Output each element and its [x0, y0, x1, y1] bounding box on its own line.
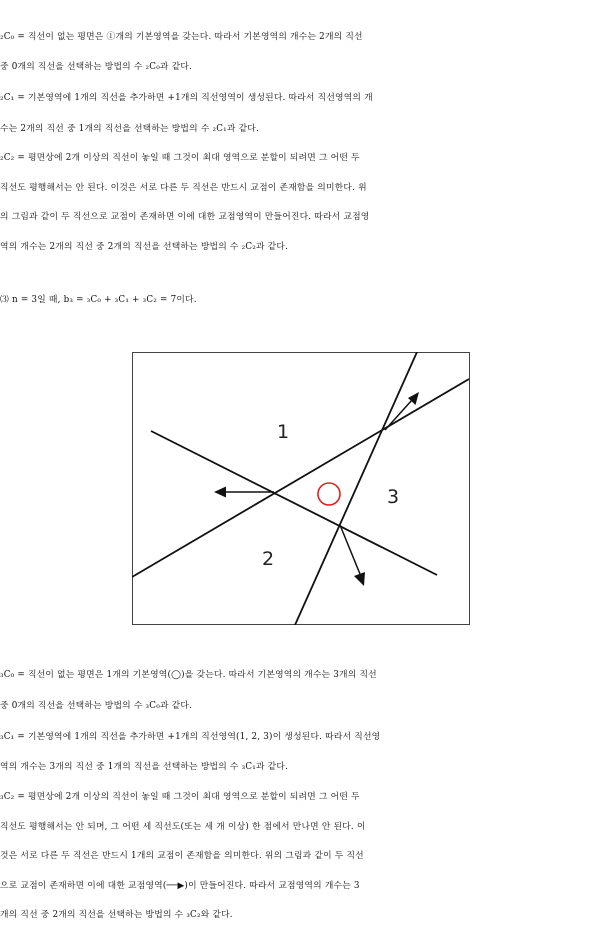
text-line: 역의 개수는 2개의 직선 중 2개의 직선을 선택하는 방법의 수 ₂C₂과 같다.	[0, 242, 289, 252]
text-line: ₃C₂ = 평면상에 2개 이상의 직선이 놓일 때 그것이 최대 영역으로 분할이 되려면 그 어떤 두	[0, 792, 360, 802]
text-line: 의 그림과 같이 두 직선으로 교점이 존재하면 이에 대한 교점영역이 만들어진다. 따라서 교점영	[0, 212, 370, 222]
text-line: 것은 서로 다른 두 직선은 반드시 1개의 교점이 존재함을 의미한다. 위의 그림과 같이 두 직선	[0, 851, 364, 861]
text-line: ⑶ n = 3일 때, b₃ = ₃C₀ + ₃C₁ + ₃C₂ = 7이다.	[0, 295, 197, 305]
text-line: 직선도 평행해서는 안 되며, 그 어떤 세 직선도(또는 세 개 이상) 한 점에서 만나면 안 된다. 이	[0, 822, 366, 832]
text-line: 수는 2개의 직선 중 1개의 직선을 선택하는 방법의 수 ₂C₁과 같다.	[0, 124, 259, 134]
region-label-1: 1	[277, 421, 290, 443]
text-line: 중 0개의 직선을 선택하는 방법의 수 ₃C₀과 같다.	[0, 701, 193, 711]
text-line: ₃C₀ = 직선이 없는 평면은 1개의 기본영역(◯)을 갖는다. 따라서 기본영역의 개수는 3개의 직선	[0, 670, 377, 680]
figure-frame	[133, 353, 470, 625]
text-line: 개의 직선 중 2개의 직선을 선택하는 방법의 수 ₃C₂와 같다.	[0, 910, 233, 920]
three-lines-figure	[132, 352, 470, 625]
text-line: 직선도 평행해서는 안 된다. 이것은 서로 다른 두 직선은 반드시 교점이 존재함을 의미한다. 위	[0, 183, 367, 193]
text-line: ₂C₂ = 평면상에 2개 이상의 직선이 놓일 때 그것이 최대 영역으로 분할이 되려면 그 어떤 두	[0, 153, 360, 163]
region-label-3: 3	[387, 486, 400, 508]
figure-canvas	[132, 352, 470, 625]
text-line: ₂C₁ = 기본영역에 1개의 직선을 추가하면 +1개의 직선영역이 생성된다. 따라서 직선영역의 개	[0, 93, 373, 103]
text-line: ₂C₀ = 직선이 없는 평면은 ①개의 기본영역을 갖는다. 따라서 기본영역의 개수는 2개의 직선	[0, 32, 363, 42]
text-line: 역의 개수는 3개의 직선 중 1개의 직선을 선택하는 방법의 수 ₃C₁과 같다.	[0, 762, 289, 772]
text-line: 중 0개의 직선을 선택하는 방법의 수 ₂C₀과 같다.	[0, 62, 193, 72]
text-line: 으로 교점이 존재하면 이에 대한 교점영역(──▶)이 만들어진다. 따라서 교점영역의 개수는 3	[0, 881, 360, 891]
text-line: ₃C₁ = 기본영역에 1개의 직선을 추가하면 +1개의 직선영역(1, 2, 3)이 생성된다. 따라서 직선영	[0, 732, 381, 742]
region-label-2: 2	[262, 548, 275, 570]
